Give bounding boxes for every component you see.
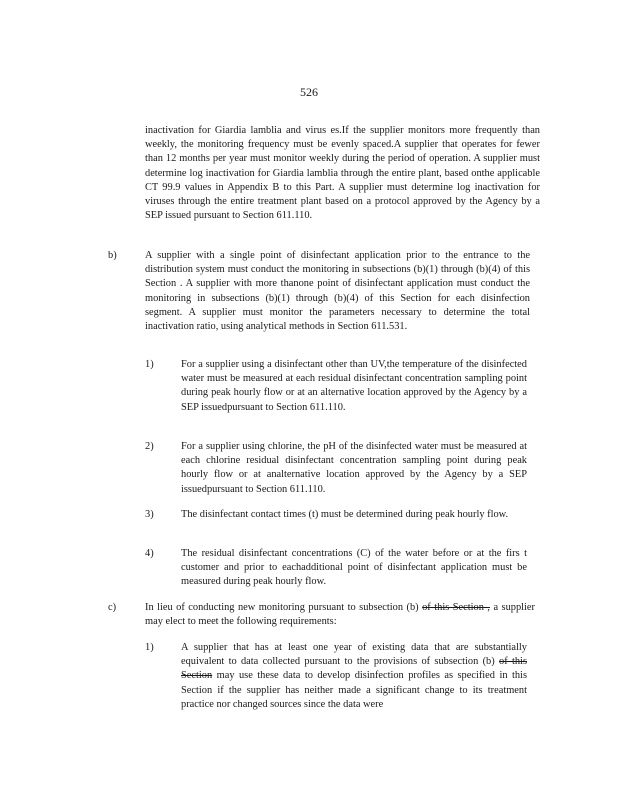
item-b2-label: 2) bbox=[145, 441, 154, 452]
item-b2-paragraph: For a supplier using chlorine, the pH of the disinfected water must be measured at each chlorine residual disinfectant concentration sampling point during peak hourly flow or at analternative location approved by the Agency by a SEP issuedpursuant to Section 611.110. bbox=[181, 441, 527, 495]
section-c-text-cont: a supplier may elect to meet the following requirements: bbox=[145, 602, 535, 628]
section-c-paragraph bbox=[145, 601, 535, 629]
struck-text: of this Section , bbox=[422, 602, 490, 613]
struck-text: of this Section bbox=[181, 656, 527, 682]
page-number: 526 bbox=[300, 85, 318, 99]
item-b3-paragraph: The disinfectant contact times (t) must be determined during peak hourly flow. bbox=[181, 509, 509, 520]
section-b-paragraph: A supplier with a single point of disinfectant application prior to the entrance to the distribution system must conduct the monitoring in subsections (b)(1) through (b)(4) of this Section . A supplier with more thanone point of disinfectant application must conduct the monitoring in subsections (b)(1) through (b)(4) of this Section for each disinfection segment. A supplier must monitor the parameters necessary to determine the total inactivation ratio, using analytical methods in Section 611.531. bbox=[145, 250, 530, 333]
intro-paragraph: inactivation for Giardia lamblia and virus es.If the supplier monitors more frequently than weekly, the monitoring frequency must be evenly spaced.A supplier that operates for fewer than 12 months per year must monitor weekly during the period of operation. A supplier must determine log inactivation for Giardia lamblia through the entire plant, based onthe applicable CT 99.9 values in Appendix B to this Part. A supplier must determine log inactivation for viruses through the entire treatment plant based on a protocol approved by the Agency by a SEP issued pursuant to Section 611.110. bbox=[145, 125, 540, 222]
section-c-label: c) bbox=[108, 602, 117, 613]
item-c1-text: A supplier that has at least one year of existing data that are substantially equivalent to data collected pursuant to the provisions of subsection (b) bbox=[181, 642, 527, 668]
section-c-text: In lieu of conducting new monitoring pursuant to subsection (b) bbox=[145, 602, 419, 613]
item-c1-paragraph bbox=[181, 641, 527, 712]
item-c1-label: 1) bbox=[145, 642, 154, 653]
item-b1-label: 1) bbox=[145, 359, 154, 370]
item-b4-label: 4) bbox=[145, 548, 154, 559]
item-c1-text-cont: may use these data to develop disinfection profiles as specified in this Section if the supplier has neither made a significant change to its treatment practice nor changed sources since the data were bbox=[181, 670, 527, 710]
section-b-label: b) bbox=[108, 250, 117, 261]
item-b4-paragraph: The residual disinfectant concentrations (C) of the water before or at the firs t customer and prior to eachadditional point of disinfectant application must be measured during peak hourly flow. bbox=[181, 548, 527, 588]
item-b1-paragraph: For a supplier using a disinfectant other than UV,the temperature of the disinfected water must be measured at each residual disinfectant concentration sampling point during peak hourly flow or at an alternative location approved by the Agency by a SEP issuedpursuant to Section 611.110. bbox=[181, 359, 527, 413]
item-b3-label: 3) bbox=[145, 509, 154, 520]
